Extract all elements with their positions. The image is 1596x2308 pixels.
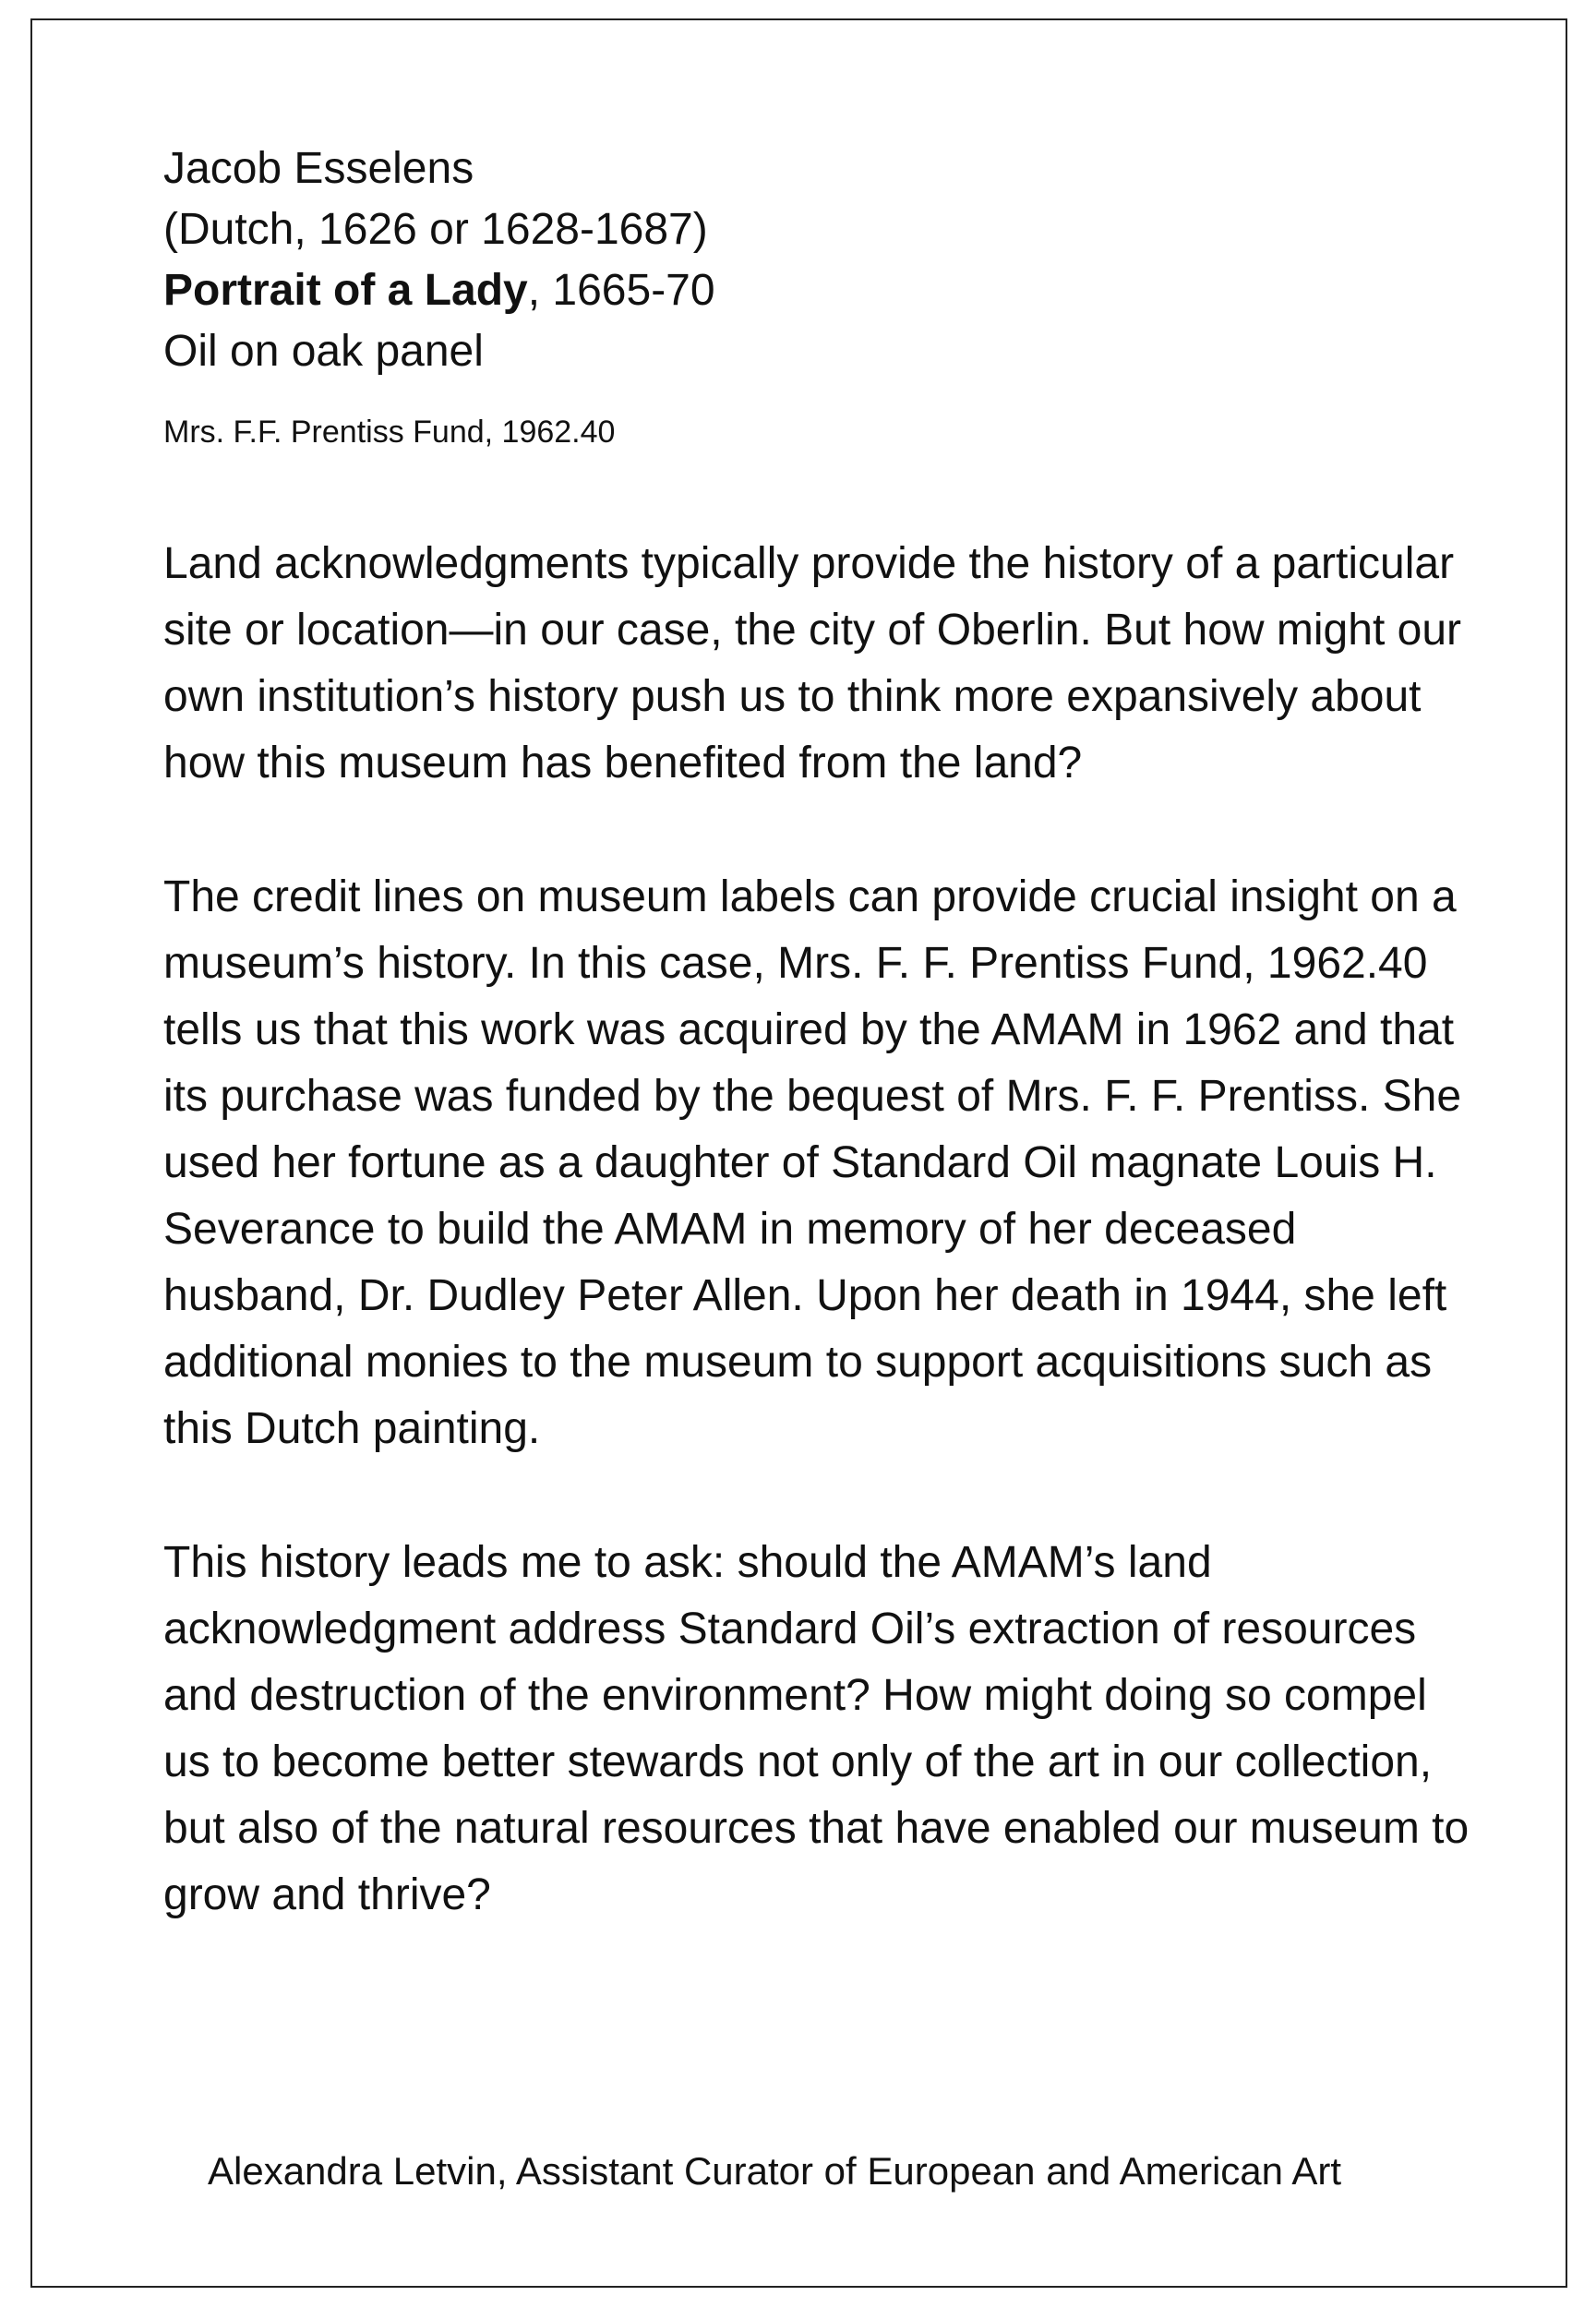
label-content (163, 138, 1474, 1929)
paragraph-history-question: This history leads me to ask: should the AMAM’s land acknowledgment address Standard Oil’s extraction of resources and destruction of the environment? How might doing so compel us to become better stewards not only of the art in our collection, but also of the natural resources that have enabled our museum to grow and thrive? (163, 1538, 1470, 1919)
artwork-medium: Oil on oak panel (163, 327, 484, 376)
paragraph-credit-lines: The credit lines on museum labels can provide crucial insight on a museum’s history. In this case, Mrs. F. F. Prentiss Fund, 1962.40 tells us that this work was acquired by the AMAM in 1962 and that its purchase was funded by the bequest of Mrs. F. F. Prentiss. She used her fortune as a daughter of Standard Oil magnate Louis H. Severance to build the AMAM in memory of her deceased husband, Dr. Dudley Peter Allen. Upon her death in 1944, she left additional monies to the museum to support acquisitions such as this Dutch painting. (163, 872, 1462, 1453)
author-attribution: Alexandra Letvin, Assistant Curator of European and American Art (208, 2149, 1342, 2193)
artwork-title: Portrait of a Lady (163, 266, 528, 315)
artwork-date: , 1665-70 (527, 266, 715, 315)
artist-name: Jacob Esselens (163, 144, 474, 193)
credit-line: Mrs. F.F. Prentiss Fund, 1962.40 (163, 415, 616, 450)
paragraph-land-acknowledgment: Land acknowledgments typically provide the history of a particular site or location—in our case, the city of Oberlin. But how might our own institution’s history push us to think more expansively about how this museum has benefited from the land? (163, 539, 1461, 787)
artwork-title-line (163, 260, 1474, 321)
artist-nationality-dates: (Dutch, 1626 or 1628-1687) (163, 205, 708, 254)
